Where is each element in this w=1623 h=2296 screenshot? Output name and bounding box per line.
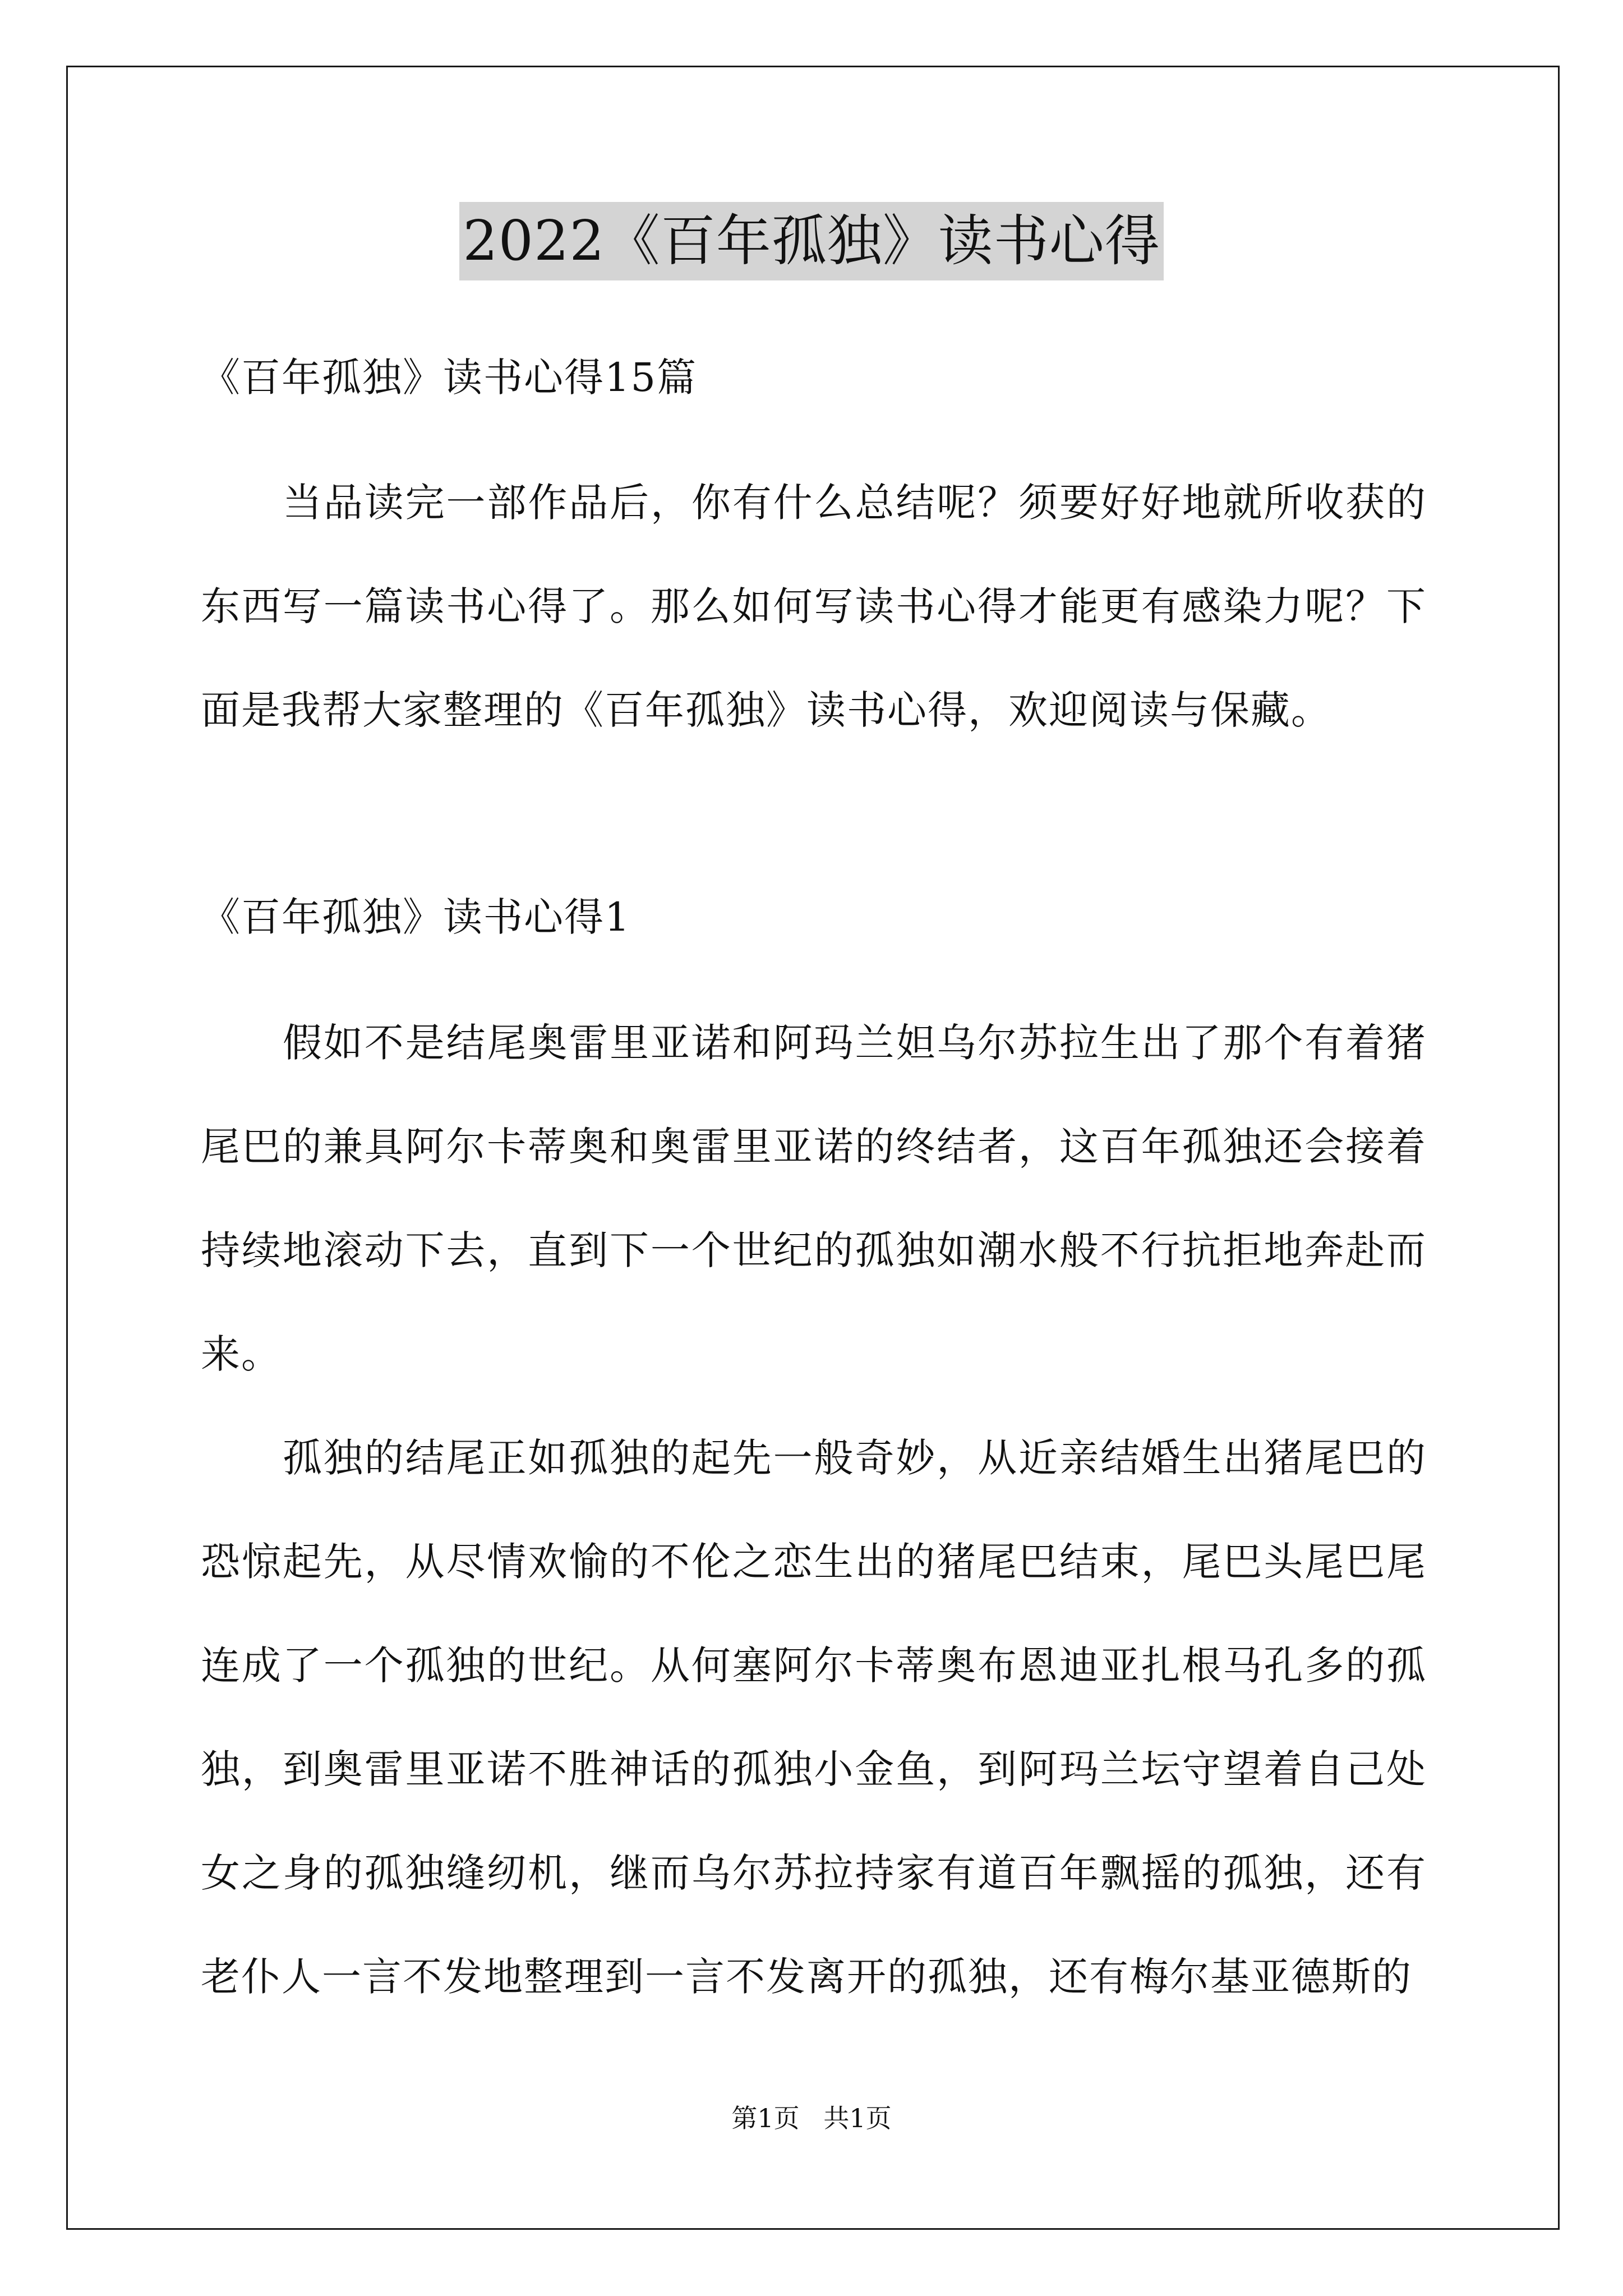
page-footer [0,2101,1623,2135]
spacer [201,762,1427,885]
section-heading: 《百年孤独》读书心得1 [201,894,631,940]
document-subtitle: 《百年孤独》读书心得15篇 [201,355,698,401]
title-container [0,202,1623,280]
spacer [201,410,1427,451]
intro-paragraph: 当品读完一部作品后，你有什么总结呢？须要好好地就所收获的东西写一篇读书心得了。那么如何写读书心得才能更有感染力呢？下面是我帮大家整理的《百年孤独》读书心得，欢迎阅读与保藏。 [201,480,1427,733]
document-title: 2022《百年孤独》读书心得 [459,202,1163,280]
page-number: 第1页 [731,2103,800,2133]
body-paragraph: 假如不是结尾奥雷里亚诺和阿玛兰妲乌尔苏拉生出了那个有着猪尾巴的兼具阿尔卡蒂奥和奥雷里亚诺的终结者，这百年孤独还会接着持续地滚动下去，直到下一个世纪的孤独如潮水般不行抗拒地奔赴而来。 [201,1020,1427,1377]
page-total: 共1页 [823,2103,892,2133]
document-body [201,345,1427,2029]
body-paragraph: 孤独的结尾正如孤独的起先一般奇妙，从近亲结婚生出猪尾巴的恐惊起先，从尽情欢愉的不伦之恋生出的猪尾巴结束，尾巴头尾巴尾连成了一个孤独的世纪。从何塞阿尔卡蒂奥布恩迪亚扎根马孔多的孤独，到奥雷里亚诺不胜神话的孤独小金鱼，到阿玛兰坛守望着自己处女之身的孤独缝纫机，继而乌尔苏拉持家有道百年飘摇的孤独，还有老仆人一言不发地整理到一言不发离开的孤独，还有梅尔基亚德斯的 [201,1435,1427,2000]
spacer [201,950,1427,991]
